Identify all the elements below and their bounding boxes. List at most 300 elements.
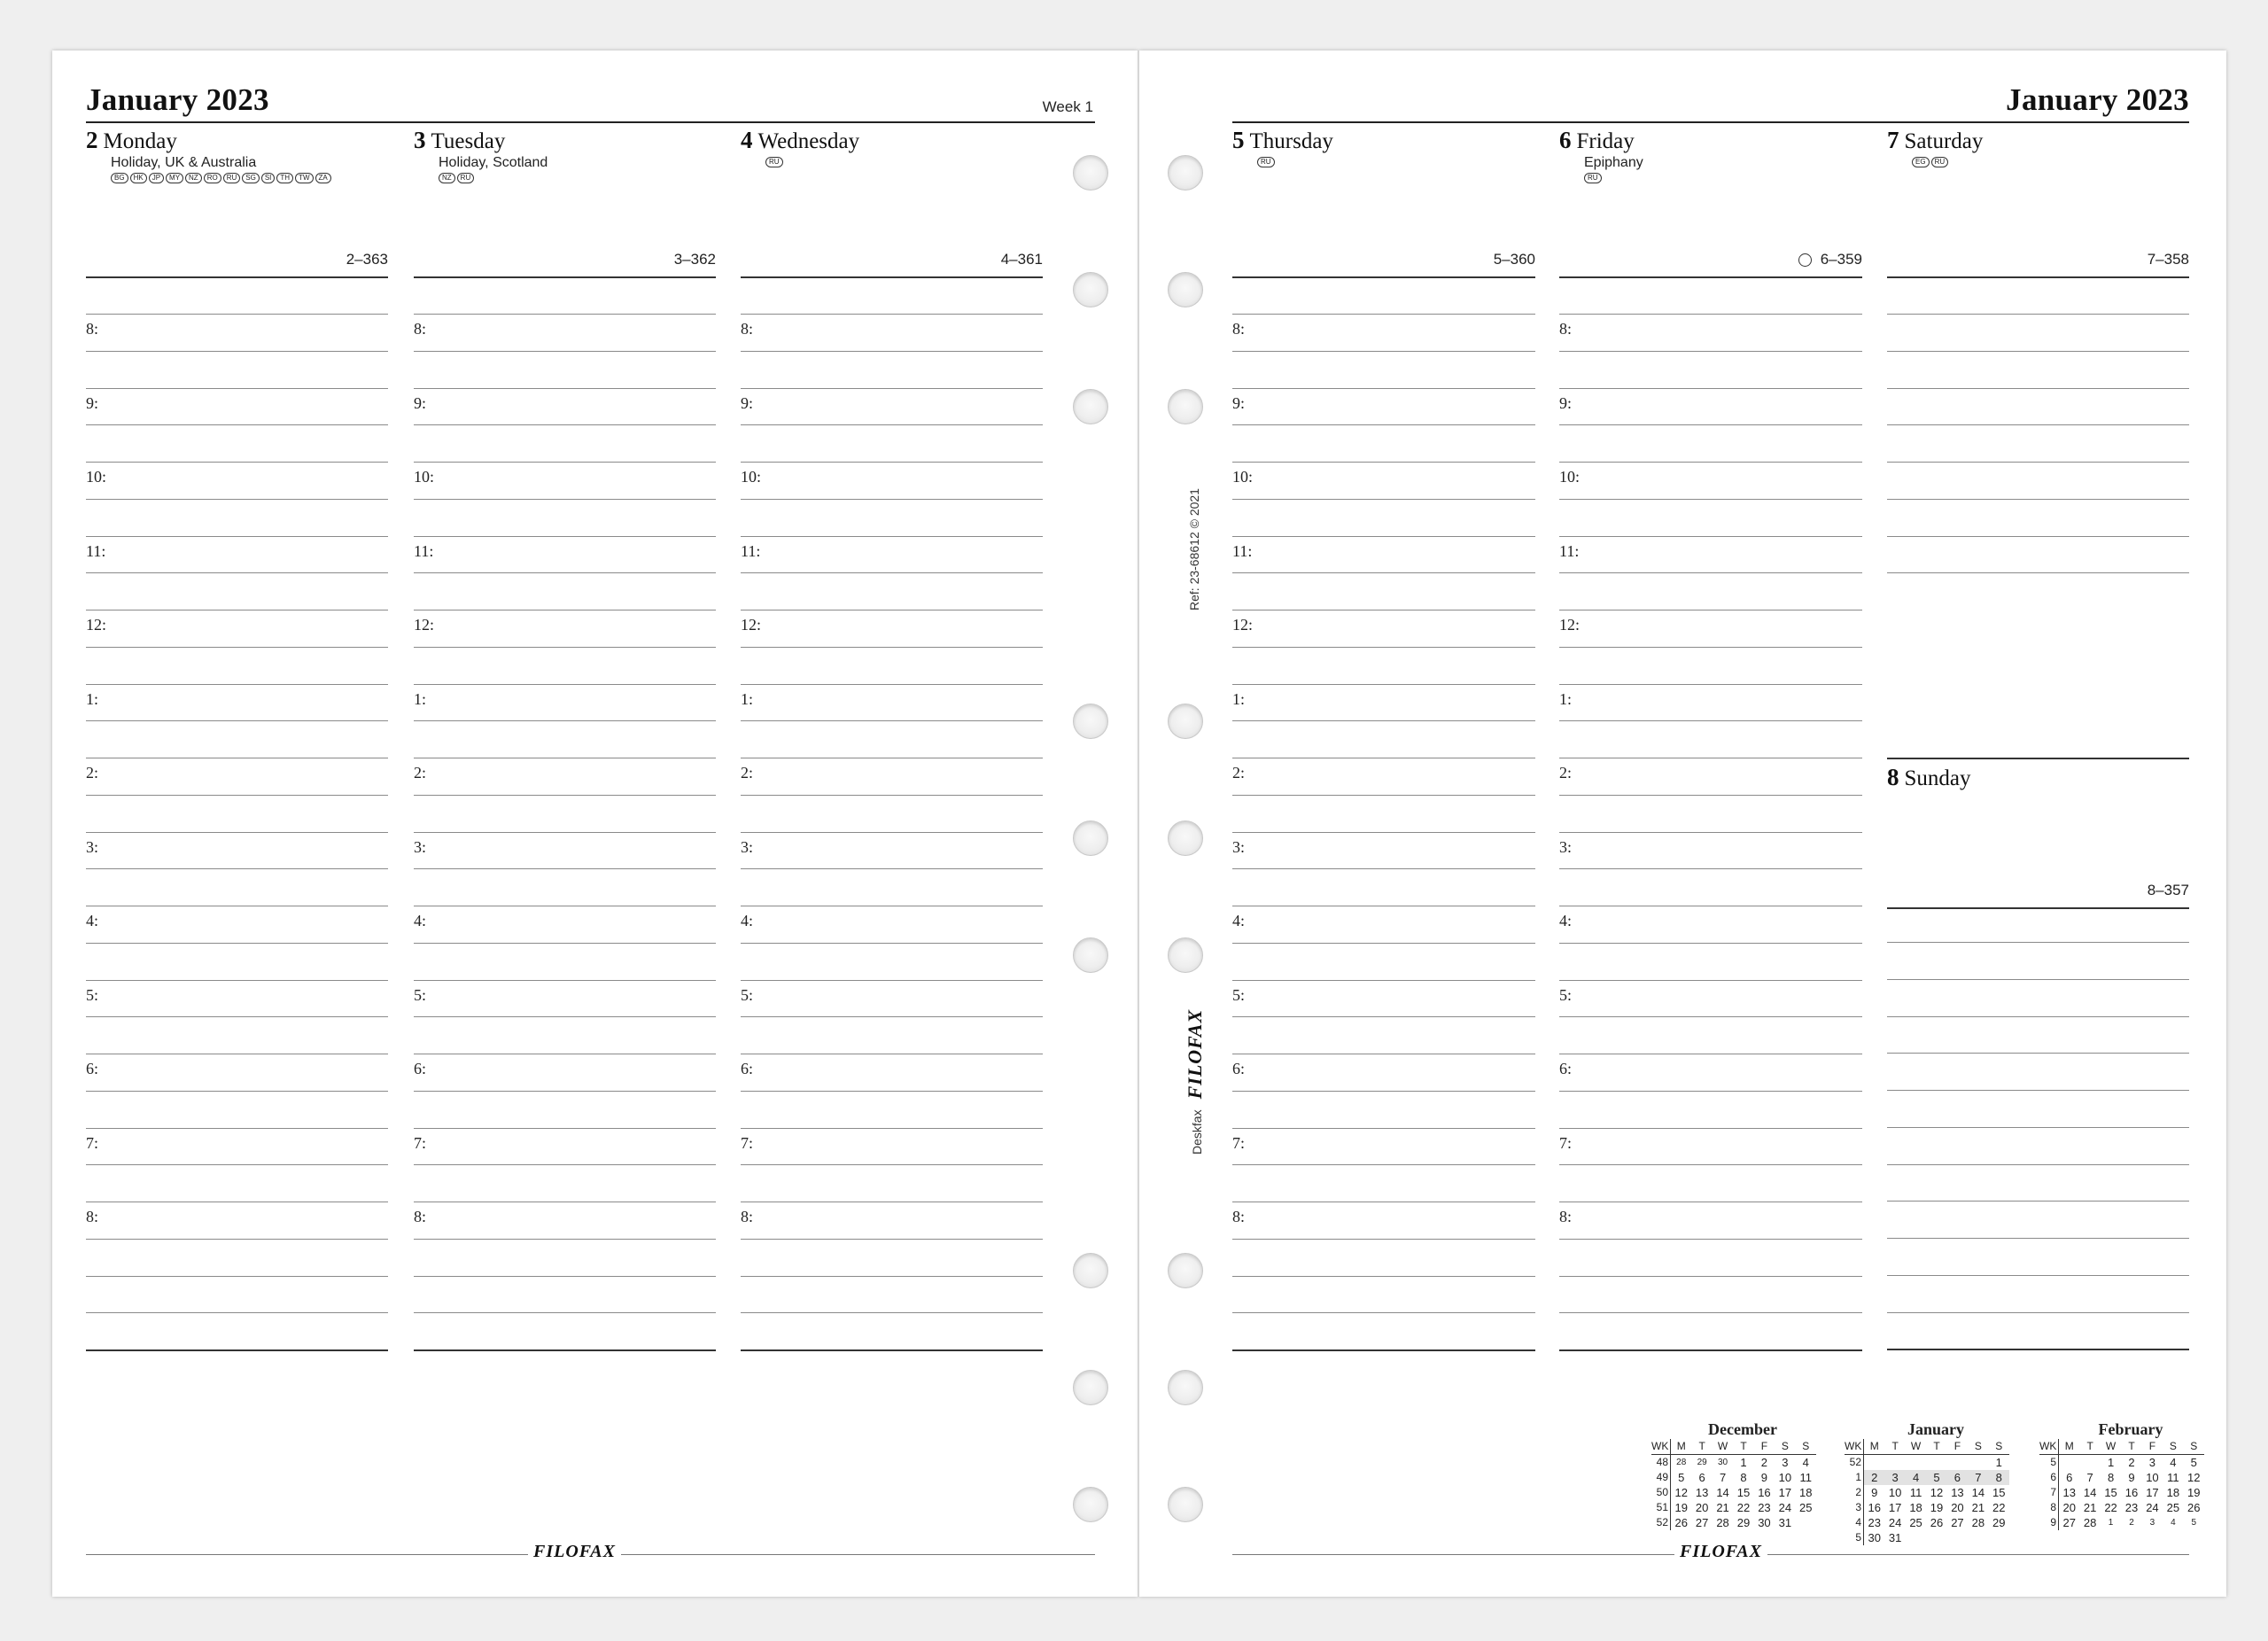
calendar-date: 1 [2107,1456,2115,1469]
calendar-date: 3 [2148,1456,2156,1469]
writing-line [741,499,1043,500]
hour-label: 10: [741,468,762,486]
binder-hole [1168,1253,1203,1288]
calendar-date [1864,1455,1884,1470]
writing-line [1232,499,1535,500]
writing-line [1232,980,1535,981]
calendar-date: 15 [2104,1486,2117,1499]
calendar-date: 22 [2104,1501,2117,1514]
writing-line [1232,868,1535,869]
writing-line [1887,1349,2189,1350]
hour-label: 8: [741,320,754,338]
day-name: Sunday [1904,766,1971,790]
calendar-date: 2 [2129,1518,2134,1528]
writing-line [741,980,1043,981]
writing-line [414,462,716,463]
calendar-date: 18 [1799,1486,1813,1499]
writing-line [1232,1016,1535,1017]
country-badge: RU [457,173,475,183]
country-badges [1912,157,2189,167]
week-number: 1 [1845,1470,1864,1485]
mini-calendar-header: M [1864,1439,1884,1455]
calendar-date: 13 [1695,1486,1709,1499]
calendar-date: 21 [1971,1501,1985,1514]
hour-label: 3: [741,837,754,856]
calendar-date: 4 [1906,1470,1926,1485]
calendar-date: 5 [2191,1518,2197,1528]
country-badge: RO [204,173,221,183]
day-number: 7 [1887,127,1899,153]
binder-hole [1168,820,1203,856]
writing-line [1232,351,1535,352]
country-badge: RU [765,157,783,167]
writing-line [1559,943,1862,944]
spine-branding [1184,1009,1207,1155]
day-column-friday [1559,51,1862,1597]
writing-line [86,868,388,869]
calendar-date: 7 [1719,1471,1727,1484]
writing-line [86,1128,388,1129]
writing-line [1887,1053,2189,1054]
writing-line [86,720,388,721]
writing-line [1232,720,1535,721]
binder-hole [1168,272,1203,307]
writing-line [414,1239,716,1240]
writing-line [1232,684,1535,685]
binder-hole [1073,389,1108,424]
writing-line [741,351,1043,352]
writing-line [741,1128,1043,1129]
binder-hole [1168,1487,1203,1522]
day-number: 4 [741,127,753,153]
writing-line [741,610,1043,611]
calendar-date: 9 [1760,1471,1768,1484]
mini-calendar-header: S [1989,1439,2009,1455]
calendar-date: 5 [2190,1456,2197,1469]
day-name: Saturday [1904,129,1984,153]
writing-line [414,536,716,537]
country-badge: ZA [315,173,331,183]
mini-calendar-header: T [1733,1439,1753,1455]
hour-label: 11: [414,541,434,560]
hour-label: 12: [414,616,435,634]
writing-line [86,1276,388,1277]
month-title: January 2023 [2006,82,2189,117]
mini-calendar-header: W [1713,1439,1733,1455]
writing-line [1232,1349,1535,1351]
writing-line [414,1164,716,1165]
calendar-date: 18 [2166,1486,2180,1499]
calendar-date: 19 [1930,1501,1944,1514]
day-start-rule [741,276,1043,278]
mini-calendar-december [1651,1420,1816,1530]
week-number: 4 [1845,1515,1864,1530]
writing-line [1559,1128,1862,1129]
hour-label: 2: [1232,764,1246,782]
writing-line [1232,536,1535,537]
calendar-date: 11 [1799,1471,1813,1484]
calendar-date: 17 [2146,1486,2159,1499]
writing-line [1559,424,1862,425]
day-header [414,127,716,215]
weekend-column [1887,51,2189,1597]
calendar-date: 8 [2107,1471,2115,1484]
writing-line [1559,684,1862,685]
writing-line [1232,462,1535,463]
writing-line [86,1239,388,1240]
hour-label: 3: [1232,837,1246,856]
day-header [1232,127,1535,215]
writing-line [1559,868,1862,869]
calendar-date: 4 [2171,1518,2176,1528]
calendar-date: 7 [1968,1470,1988,1485]
hour-label: 2: [1559,764,1573,782]
day-of-year-count [1494,251,1535,268]
binder-hole [1073,820,1108,856]
writing-line [86,684,388,685]
writing-line [1887,388,2189,389]
hour-label: 5: [1232,985,1246,1004]
writing-line [86,1016,388,1017]
day-start-rule [414,276,716,278]
country-badges [439,173,716,183]
calendar-date: 13 [2062,1486,2076,1499]
writing-line [1232,795,1535,796]
week-number: 49 [1651,1470,1671,1485]
writing-line [414,351,716,352]
week-number: 5 [1845,1530,1864,1545]
day-header [86,127,388,215]
writing-line [86,536,388,537]
day-start-rule [1232,276,1535,278]
hour-label: 4: [86,912,99,929]
writing-line [741,572,1043,573]
writing-line [86,943,388,944]
hour-label: 12: [1232,616,1254,634]
country-badge: RU [223,173,241,183]
writing-line [86,499,388,500]
week-number: 52 [1845,1455,1864,1470]
writing-line [414,388,716,389]
mini-calendar-grid [2039,1439,2204,1530]
hour-label: 2: [741,764,754,782]
writing-line [1887,276,2189,278]
mini-calendar-header: F [1947,1439,1968,1455]
calendar-date [1926,1455,1946,1470]
writing-line [414,610,716,611]
day-name: Thursday [1249,129,1333,153]
calendar-date: 3 [1884,1470,1905,1485]
day-count-text: 3–362 [673,251,716,268]
left-planner-page [52,51,1138,1597]
calendar-date: 27 [2062,1516,2076,1529]
writing-line [414,1091,716,1092]
week-number: 6 [2039,1470,2059,1485]
calendar-date: 11 [1909,1486,1922,1499]
calendar-date: 28 [1716,1516,1729,1529]
writing-line [1232,943,1535,944]
writing-line [414,647,716,648]
calendar-date: 30 [1718,1458,1728,1467]
calendar-date: 18 [1909,1501,1922,1514]
binder-hole [1168,155,1203,191]
moon-phase-icon [1798,253,1812,267]
day-column-thursday [1232,51,1535,1597]
writing-line [741,388,1043,389]
mini-calendar-header: S [2163,1439,2183,1455]
writing-line [1232,1128,1535,1129]
day-number: 5 [1232,127,1245,153]
hour-label: 8: [86,1208,99,1225]
writing-line [741,462,1043,463]
calendar-date: 28 [1676,1458,1687,1467]
calendar-date: 2 [1760,1456,1768,1469]
day-start-rule [1559,276,1862,278]
calendar-date: 12 [1930,1486,1944,1499]
writing-line [741,1239,1043,1240]
writing-line [741,868,1043,869]
reference-text: Ref: 23-68612 © 2021 [1187,488,1201,611]
writing-line [1887,351,2189,352]
calendar-date: 15 [1736,1486,1751,1499]
writing-line [86,1349,388,1351]
writing-line [1559,1091,1862,1092]
mini-calendar-grid [1651,1439,1816,1530]
page-divider [1138,51,1139,1597]
day-of-year-count [674,251,716,268]
hour-label: 8: [1232,1208,1246,1225]
calendar-date [2059,1455,2079,1470]
calendar-date: 4 [2170,1456,2177,1469]
binder-hole [1168,937,1203,973]
binder-hole [1168,704,1203,739]
hour-label: 7: [414,1133,427,1152]
writing-line [1887,942,2189,943]
calendar-date: 31 [1778,1516,1792,1529]
day-count-text: 4–361 [1000,251,1043,268]
mini-calendar-header: WK [1651,1439,1671,1455]
week-number: 7 [2039,1485,2059,1500]
mini-calendar-title: February [2098,1420,2163,1438]
writing-line [741,720,1043,721]
calendar-date: 20 [1951,1501,1964,1514]
hour-label: 10: [1559,468,1581,486]
writing-line [741,1312,1043,1313]
writing-line [1887,1238,2189,1239]
writing-line [741,832,1043,833]
calendar-date [1989,1530,2009,1545]
mini-calendar-header: T [2121,1439,2141,1455]
hour-label: 8: [1559,320,1573,338]
mini-calendar-header: WK [2039,1439,2059,1455]
calendar-date: 27 [1951,1516,1964,1529]
writing-line [1887,1016,2189,1017]
writing-line [1559,1239,1862,1240]
country-badge: NZ [185,173,202,183]
writing-line [1232,610,1535,611]
hour-label: 9: [414,393,427,412]
writing-line [1559,572,1862,573]
calendar-date: 10 [1888,1486,1902,1499]
calendar-date: 17 [1778,1486,1792,1499]
mini-calendar-grid [1845,1439,2009,1545]
calendar-date: 7 [2086,1471,2093,1484]
mini-calendar-header: T [1926,1439,1946,1455]
writing-line [414,1349,716,1351]
hour-label: 6: [86,1060,99,1077]
hour-label: 7: [86,1133,99,1152]
calendar-date: 2 [2128,1456,2135,1469]
writing-line [1559,1349,1862,1351]
writing-line [1559,1276,1862,1277]
day-holiday-note: Holiday, Scotland [439,155,548,170]
binder-hole [1073,1370,1108,1405]
calendar-date: 30 [1868,1531,1881,1544]
mini-calendar-january [1845,1420,2009,1545]
country-badge: HK [130,173,147,183]
country-badge: SI [261,173,276,183]
calendar-date [1947,1530,1968,1545]
calendar-date: 19 [1674,1501,1688,1514]
day-number: 2 [86,127,98,153]
day-count-text: 2–363 [346,251,388,268]
calendar-date: 25 [1799,1501,1813,1514]
day-title [86,127,388,155]
hour-label: 6: [1559,1060,1573,1077]
calendar-date [1968,1455,1988,1470]
writing-line [741,424,1043,425]
day-header [1887,764,2189,852]
writing-line [1559,1312,1862,1313]
country-badge: TH [276,173,293,183]
hour-label: 11: [1559,541,1580,560]
right-planner-page [1139,51,2226,1597]
hour-label: 8: [1232,320,1246,338]
calendar-date: 20 [1695,1501,1709,1514]
calendar-date: 28 [1971,1516,1985,1529]
writing-line [1559,1016,1862,1017]
day-title [1887,764,2189,792]
mini-calendar-header: WK [1845,1439,1864,1455]
writing-line [86,424,388,425]
hour-label: 5: [86,985,99,1004]
country-badge: TW [295,173,313,183]
writing-line [86,610,388,611]
writing-line [86,980,388,981]
writing-line [1887,572,2189,573]
day-holiday-note: Epiphany [1584,155,1643,170]
mini-calendar-title: December [1708,1420,1777,1438]
mini-calendar-header: T [1884,1439,1905,1455]
calendar-date [2079,1455,2100,1470]
day-name: Tuesday [431,129,506,153]
hour-label: 6: [414,1060,427,1077]
writing-line [1559,610,1862,611]
calendar-date: 14 [2083,1486,2097,1499]
calendar-date: 3 [2149,1518,2155,1528]
day-number: 3 [414,127,426,153]
day-holiday-note: Holiday, UK & Australia [111,155,257,170]
writing-line [86,795,388,796]
product-name: Deskfax [1190,1109,1204,1155]
calendar-date: 17 [1888,1501,1902,1514]
hour-label: 11: [86,541,106,560]
hour-label: 8: [414,320,427,338]
writing-line [1887,1127,2189,1128]
day-column-wednesday [741,51,1043,1597]
binder-hole [1073,155,1108,191]
day-of-year-count [346,251,388,268]
mini-calendar-header: T [2079,1439,2100,1455]
calendar-date: 9 [1871,1486,1878,1499]
writing-line [86,388,388,389]
day-of-year-count [1001,251,1043,268]
writing-line [1559,351,1862,352]
writing-line [414,832,716,833]
calendar-date: 6 [1698,1471,1705,1484]
writing-line [741,1016,1043,1017]
hour-label: 3: [1559,837,1573,856]
country-badges [111,173,388,183]
writing-line [1887,462,2189,463]
writing-line [1232,832,1535,833]
writing-line [86,1164,388,1165]
binder-hole [1168,389,1203,424]
mini-calendar-header: W [2101,1439,2121,1455]
week-number: 48 [1651,1455,1671,1470]
writing-line [1887,1164,2189,1165]
day-title [1887,127,2189,155]
calendar-date: 2 [1864,1470,1884,1485]
day-of-year-count [2148,882,2189,899]
writing-line [1559,462,1862,463]
filofax-logo: FILOFAX [1184,1008,1206,1100]
week-number: 9 [2039,1515,2059,1530]
writing-line [414,1016,716,1017]
calendar-date: 30 [1758,1516,1771,1529]
calendar-date: 25 [1909,1516,1922,1529]
day-name: Monday [103,129,177,153]
hour-label: 9: [1232,393,1246,412]
calendar-date: 11 [2167,1471,2179,1484]
writing-line [414,499,716,500]
calendar-date: 21 [2083,1501,2097,1514]
calendar-date: 24 [1778,1501,1792,1514]
hour-label: 4: [1232,912,1246,929]
binder-hole [1073,937,1108,973]
mini-calendar-header: T [1691,1439,1712,1455]
mini-calendar-header: S [1796,1439,1816,1455]
calendar-date: 21 [1716,1501,1729,1514]
calendar-date: 26 [2187,1501,2201,1514]
writing-line [1559,536,1862,537]
country-badges [1257,157,1535,167]
hour-label: 1: [741,689,754,708]
calendar-date: 5 [1678,1471,1685,1484]
writing-line [1887,1312,2189,1313]
calendar-date: 16 [1758,1486,1771,1499]
binder-hole [1073,1487,1108,1522]
writing-line [1559,980,1862,981]
hour-label: 1: [1559,689,1573,708]
hour-label: 12: [741,616,762,634]
calendar-date [1796,1515,1816,1530]
hour-label: 12: [86,616,107,634]
writing-line [86,1312,388,1313]
calendar-date: 8 [1740,1471,1747,1484]
calendar-date [1906,1455,1926,1470]
calendar-date: 27 [1695,1516,1709,1529]
